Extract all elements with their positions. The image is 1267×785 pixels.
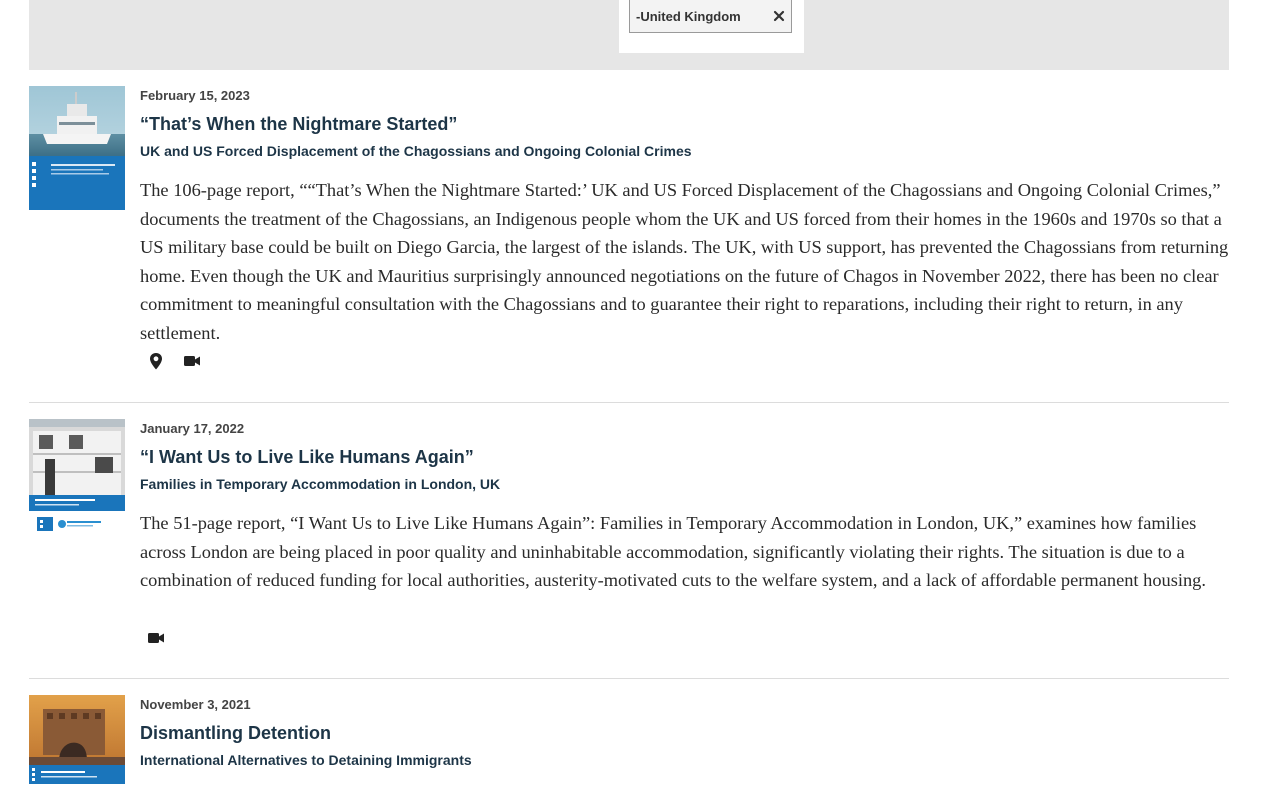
active-filter-chip[interactable] [629,0,792,33]
video-camera-icon[interactable] [181,350,203,372]
active-filter-container [619,0,804,53]
report-item [29,695,1229,785]
video-camera-icon[interactable] [145,627,167,649]
report-cover-image[interactable] [29,419,125,535]
map-pin-icon[interactable] [145,350,167,372]
report-cover-image[interactable] [29,695,125,784]
report-title-link[interactable]: Dismantling Detention [140,723,332,743]
report-date: February 15, 2023 [140,88,250,103]
report-item [29,419,1229,679]
filter-bar [29,0,1229,70]
report-item [29,86,1229,403]
report-subtitle: International Alternatives to Detaining Immigrants [140,752,472,768]
report-title-link[interactable]: “That’s When the Nightmare Started” [140,114,458,134]
report-subtitle: Families in Temporary Accommodation in London, UK [140,476,501,492]
active-filter-label: -United Kingdom [636,9,741,24]
report-title-link[interactable]: “I Want Us to Live Like Humans Again” [140,447,474,467]
close-icon[interactable] [772,7,786,25]
report-description: The 106-page report, ““That’s When the Nightmare Started:’ UK and US Forced Displacement of the Chagossians and Ongoing Colonial Crimes,” documents the treatment of the Chagossians, an Indigenous people whom the UK and US forced from their homes in the 1960s and 1970s so that a US military base could be built on Diego Garcia, the largest of the islands. The UK, with US support, has prevented the Chagossians from returning home. Even though the UK and Mauritius surprisingly announced negotiations on the future of Chagos in November 2022, there has been no clear commitment to meaningful consultation with the Chagossians and to guarantee their right to reparations, including their right to return, in any settlement. [140,180,1229,343]
report-description: The 51-page report, “I Want Us to Live Like Humans Again”: Families in Temporary Accommodation in London, UK,” examines how families across London are being placed in poor quality and uninhabitable accommodation, significantly violating their rights. The situation is due to a combination of reduced funding for local authorities, austerity-motivated cuts to the welfare system, and a lack of affordable permanent housing. [140,513,1206,590]
report-date: January 17, 2022 [140,421,245,436]
report-date: November 3, 2021 [140,697,251,712]
report-subtitle: UK and US Forced Displacement of the Chagossians and Ongoing Colonial Crimes [140,143,692,159]
report-cover-image[interactable] [29,86,125,210]
